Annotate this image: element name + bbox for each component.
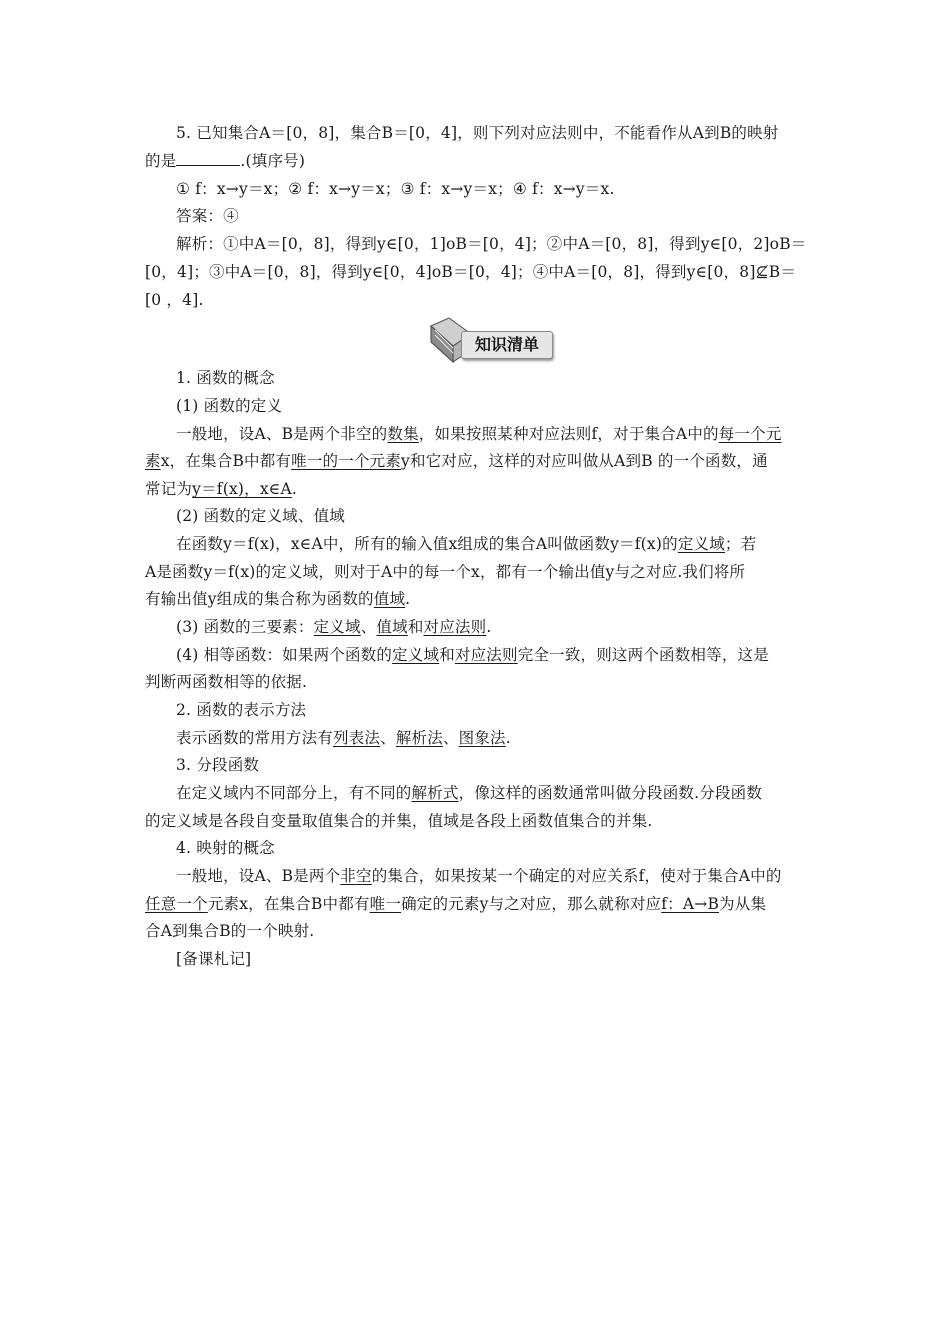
text-span: (4) 相等函数：如果两个函数的 xyxy=(176,646,393,664)
section-3-para-2: 的定义域是各段自变量取值集合的并集，值域是各段上函数值集合的并集. xyxy=(145,812,653,830)
underlined-term: 解析法 xyxy=(395,729,443,747)
text-span: . xyxy=(505,729,511,747)
banner-title: 知识清单 xyxy=(474,335,539,354)
text-span: 、 xyxy=(380,729,396,747)
question-5-options: ① f：x→y＝x；② f：x→y＝x；③ f：x→y＝x；④ f：x→y＝x. xyxy=(176,180,615,198)
question-5-line-1: 5. 已知集合A＝[0，8]，集合B＝[0，4]，则下列对应法则中，不能看作从A到B的映射 xyxy=(176,124,779,142)
question-5-fill-hint: .(填序号) xyxy=(240,152,306,170)
section-2-para xyxy=(176,728,511,748)
underlined-term: 对应法则 xyxy=(423,618,487,636)
section-1-sub-1: (1) 函数的定义 xyxy=(176,397,283,415)
section-1-sub-2: (2) 函数的定义域、值域 xyxy=(176,507,345,525)
text-span: ；若 xyxy=(724,535,757,553)
underlined-term: 定义域 xyxy=(313,618,361,636)
text-span: 有输出值y组成的集合称为函数的 xyxy=(145,590,374,608)
underlined-term: y＝f(x)，x∈A xyxy=(192,480,292,498)
section-3-para-1 xyxy=(176,783,762,803)
text-span: 、 xyxy=(442,729,459,747)
text-span: 在函数y＝f(x)，x∈A中，所有的输入值x组成的集合A叫做函数y＝f(x)的 xyxy=(176,535,678,553)
underlined-term: 非空 xyxy=(340,867,372,885)
text-span: . xyxy=(405,590,411,608)
question-5-analysis-line-3: [0 ，4]. xyxy=(145,291,204,309)
text-span: 和 xyxy=(407,618,424,636)
text-span: . xyxy=(486,618,492,636)
underlined-term: 图象法 xyxy=(458,729,506,747)
text-span: 表示函数的常用方法有 xyxy=(176,729,334,747)
question-5-line-2 xyxy=(145,151,305,171)
underlined-term: 素 xyxy=(145,452,161,470)
question-5-text: 的是 xyxy=(145,152,177,170)
text-span: 和 xyxy=(439,646,455,664)
section-banner xyxy=(427,316,557,364)
section-4-title: 4. 映射的概念 xyxy=(176,839,275,857)
underlined-term: 每一个元 xyxy=(718,425,782,443)
lesson-notes-label: [备课札记] xyxy=(176,950,252,968)
text-span: ，如果按照某种对应法则f，对于集合A中的 xyxy=(418,425,719,443)
text-span: 、 xyxy=(360,618,377,636)
section-3-title: 3. 分段函数 xyxy=(176,756,260,774)
question-5-answer: 答案：④ xyxy=(176,207,239,225)
underlined-term: 值域 xyxy=(376,618,408,636)
section-1-para-2 xyxy=(145,451,768,471)
underlined-term: 对应法则 xyxy=(454,646,518,664)
section-1-para-4 xyxy=(176,534,756,554)
text-span: . xyxy=(291,480,297,498)
section-1-para-1 xyxy=(176,424,782,444)
section-1-para-3 xyxy=(145,479,297,499)
underlined-term: 唯一的一个元素 xyxy=(291,452,402,470)
section-1-title: 1. 函数的概念 xyxy=(176,369,275,387)
text-span: 为从集 xyxy=(719,895,767,913)
underlined-term: 定义域 xyxy=(392,646,440,664)
underlined-term: 唯一 xyxy=(369,895,402,913)
text-span: 在定义域内不同部分上，有不同的 xyxy=(176,784,412,802)
banner-box xyxy=(461,331,553,359)
underlined-term: 值域 xyxy=(373,590,406,608)
underlined-term: 定义域 xyxy=(677,535,725,553)
section-1-sub-4 xyxy=(176,645,769,665)
text-span: 确定的元素y与之对应，那么就称对应 xyxy=(401,895,662,913)
text-span: 一般地，设A、B是两个非空的 xyxy=(176,425,388,443)
text-span: y和它对应，这样的对应叫做从A到B 的一个函数，通 xyxy=(401,452,768,470)
section-4-para-3: 合A到集合B的一个映射. xyxy=(145,922,315,940)
text-span: ，像这样的函数通常叫做分段函数.分段函数 xyxy=(458,784,763,802)
question-5-analysis-line-2: [0，4]；③中A＝[0，8]，得到y∈[0，4]oB＝[0，4]；④中A＝[0，8]，得到y∈[0，8]⊈B＝ xyxy=(145,263,797,281)
underlined-term: f：A→B xyxy=(661,895,720,913)
text-span: (3) 函数的三要素： xyxy=(176,618,314,636)
section-1-para-5: A是函数y＝f(x)的定义域，则对于A中的每一个x，都有一个输出值y与之对应.我们将所 xyxy=(145,563,746,581)
question-5-analysis-line-1: 解析：①中A＝[0，8]，得到y∈[0，1]oB＝[0，4]；②中A＝[0，8]，得到y∈[0，2]oB＝ xyxy=(176,235,807,253)
section-1-para-7: 判断两函数相等的依据. xyxy=(145,673,308,691)
text-span: 完全一致，则这两个函数相等，这是 xyxy=(517,646,769,664)
section-2-title: 2. 函数的表示方法 xyxy=(176,701,307,719)
text-span: x，在集合B中都有 xyxy=(160,452,292,470)
section-1-para-6 xyxy=(145,589,410,609)
answer-blank xyxy=(176,151,240,166)
underlined-term: 解析式 xyxy=(411,784,459,802)
underlined-term: 列表法 xyxy=(333,729,381,747)
section-4-para-2 xyxy=(145,894,766,914)
section-4-para-1 xyxy=(176,866,782,886)
text-span: 一般地，设A、B是两个 xyxy=(176,867,341,885)
text-span: 常记为 xyxy=(145,480,193,498)
text-span: 的集合，如果按某一个确定的对应关系f，使对于集合A中的 xyxy=(371,867,782,885)
section-1-sub-3 xyxy=(176,617,491,637)
underlined-term: 数集 xyxy=(387,425,419,443)
underlined-term: 任意一个 xyxy=(145,895,208,913)
text-span: 元素x，在集合B中都有 xyxy=(207,895,370,913)
